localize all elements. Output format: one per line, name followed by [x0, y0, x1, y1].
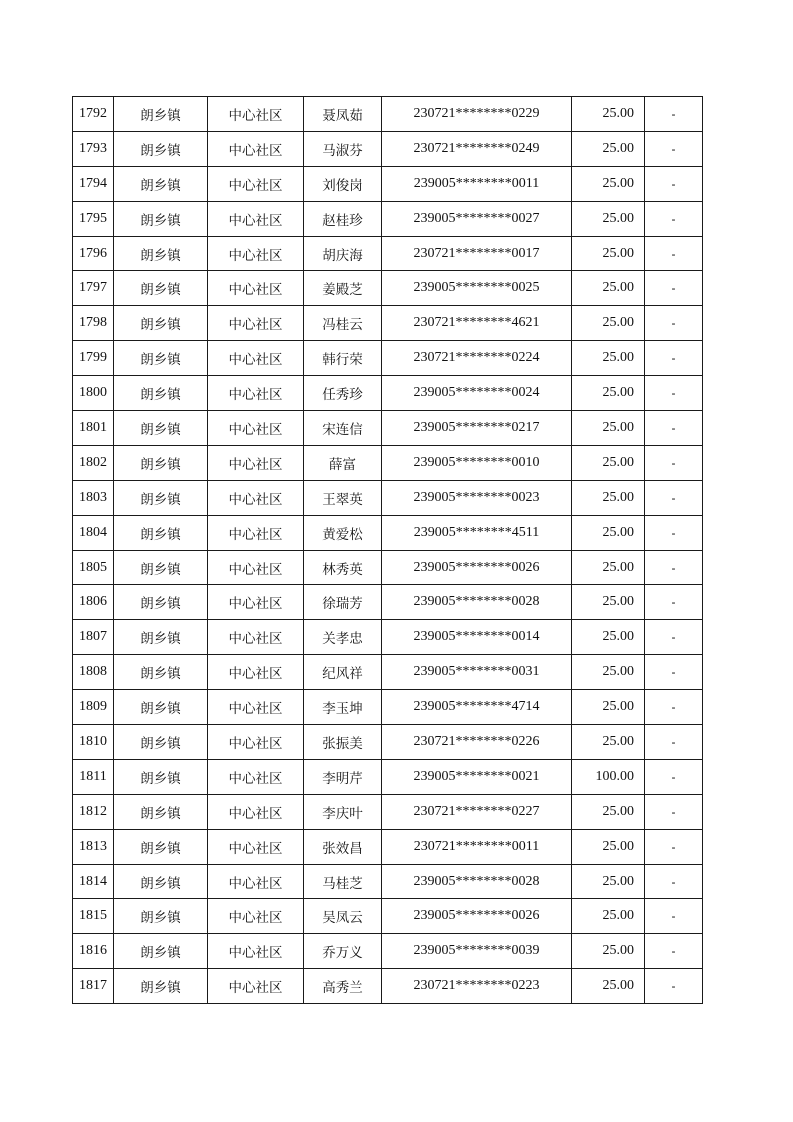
id-number-cell: 230721********0224 — [382, 341, 572, 376]
amount-cell: 25.00 — [572, 411, 645, 446]
amount-cell: 25.00 — [572, 480, 645, 515]
table-row — [73, 969, 703, 1004]
amount-cell: 25.00 — [572, 97, 645, 132]
id-number-cell: 230721********0227 — [382, 794, 572, 829]
row-number-cell: 1804 — [73, 515, 114, 550]
id-number-cell: 230721********0226 — [382, 725, 572, 760]
town-cell: 朗乡镇 — [114, 550, 208, 585]
community-cell: 中心社区 — [208, 97, 304, 132]
id-number-cell: 239005********0028 — [382, 864, 572, 899]
note-cell: - — [645, 655, 703, 690]
person-name-cell: 徐瑞芳 — [304, 585, 382, 620]
person-name-cell: 关孝忠 — [304, 620, 382, 655]
amount-cell: 25.00 — [572, 341, 645, 376]
town-cell: 朗乡镇 — [114, 690, 208, 725]
note-cell: - — [645, 445, 703, 480]
table-row — [73, 201, 703, 236]
amount-cell: 25.00 — [572, 515, 645, 550]
note-cell: - — [645, 480, 703, 515]
id-number-cell: 239005********0021 — [382, 759, 572, 794]
row-number-cell: 1812 — [73, 794, 114, 829]
note-cell: - — [645, 585, 703, 620]
town-cell: 朗乡镇 — [114, 341, 208, 376]
amount-cell: 25.00 — [572, 620, 645, 655]
town-cell: 朗乡镇 — [114, 97, 208, 132]
id-number-cell: 239005********0025 — [382, 271, 572, 306]
town-cell: 朗乡镇 — [114, 934, 208, 969]
community-cell: 中心社区 — [208, 725, 304, 760]
town-cell: 朗乡镇 — [114, 480, 208, 515]
amount-cell: 25.00 — [572, 794, 645, 829]
community-cell: 中心社区 — [208, 166, 304, 201]
note-cell: - — [645, 376, 703, 411]
community-cell: 中心社区 — [208, 306, 304, 341]
row-number-cell: 1800 — [73, 376, 114, 411]
id-number-cell: 239005********4714 — [382, 690, 572, 725]
table-row — [73, 341, 703, 376]
community-cell: 中心社区 — [208, 585, 304, 620]
row-number-cell: 1817 — [73, 969, 114, 1004]
table-row — [73, 864, 703, 899]
town-cell: 朗乡镇 — [114, 585, 208, 620]
row-number-cell: 1793 — [73, 131, 114, 166]
amount-cell: 25.00 — [572, 201, 645, 236]
community-cell: 中心社区 — [208, 864, 304, 899]
note-cell: - — [645, 725, 703, 760]
table-row — [73, 376, 703, 411]
amount-cell: 25.00 — [572, 306, 645, 341]
town-cell: 朗乡镇 — [114, 271, 208, 306]
amount-cell: 25.00 — [572, 969, 645, 1004]
amount-cell: 25.00 — [572, 166, 645, 201]
amount-cell: 25.00 — [572, 445, 645, 480]
table-row — [73, 690, 703, 725]
amount-cell: 25.00 — [572, 271, 645, 306]
note-cell: - — [645, 969, 703, 1004]
id-number-cell: 239005********0011 — [382, 166, 572, 201]
community-cell: 中心社区 — [208, 201, 304, 236]
town-cell: 朗乡镇 — [114, 655, 208, 690]
person-name-cell: 李明芹 — [304, 759, 382, 794]
person-name-cell: 张效昌 — [304, 829, 382, 864]
row-number-cell: 1806 — [73, 585, 114, 620]
community-cell: 中心社区 — [208, 236, 304, 271]
person-name-cell: 李庆叶 — [304, 794, 382, 829]
person-name-cell: 王翠英 — [304, 480, 382, 515]
note-cell: - — [645, 550, 703, 585]
table-row — [73, 655, 703, 690]
person-name-cell: 冯桂云 — [304, 306, 382, 341]
id-number-cell: 230721********4621 — [382, 306, 572, 341]
payment-list-table — [72, 96, 703, 1004]
table-row — [73, 445, 703, 480]
community-cell: 中心社区 — [208, 829, 304, 864]
row-number-cell: 1795 — [73, 201, 114, 236]
town-cell: 朗乡镇 — [114, 201, 208, 236]
town-cell: 朗乡镇 — [114, 899, 208, 934]
id-number-cell: 239005********0027 — [382, 201, 572, 236]
person-name-cell: 刘俊岗 — [304, 166, 382, 201]
note-cell: - — [645, 201, 703, 236]
person-name-cell: 韩行荣 — [304, 341, 382, 376]
person-name-cell: 马淑芬 — [304, 131, 382, 166]
town-cell: 朗乡镇 — [114, 864, 208, 899]
town-cell: 朗乡镇 — [114, 166, 208, 201]
amount-cell: 25.00 — [572, 725, 645, 760]
row-number-cell: 1808 — [73, 655, 114, 690]
row-number-cell: 1810 — [73, 725, 114, 760]
person-name-cell: 张振美 — [304, 725, 382, 760]
id-number-cell: 239005********0026 — [382, 899, 572, 934]
community-cell: 中心社区 — [208, 550, 304, 585]
community-cell: 中心社区 — [208, 969, 304, 1004]
table-row — [73, 236, 703, 271]
id-number-cell: 230721********0017 — [382, 236, 572, 271]
row-number-cell: 1796 — [73, 236, 114, 271]
person-name-cell: 赵桂珍 — [304, 201, 382, 236]
id-number-cell: 230721********0011 — [382, 829, 572, 864]
note-cell: - — [645, 131, 703, 166]
row-number-cell: 1809 — [73, 690, 114, 725]
table-row — [73, 515, 703, 550]
table-row — [73, 620, 703, 655]
id-number-cell: 239005********0024 — [382, 376, 572, 411]
community-cell: 中心社区 — [208, 131, 304, 166]
table-row — [73, 271, 703, 306]
table-row — [73, 899, 703, 934]
amount-cell: 25.00 — [572, 829, 645, 864]
row-number-cell: 1814 — [73, 864, 114, 899]
id-number-cell: 230721********0223 — [382, 969, 572, 1004]
town-cell: 朗乡镇 — [114, 759, 208, 794]
person-name-cell: 纪风祥 — [304, 655, 382, 690]
id-number-cell: 230721********0229 — [382, 97, 572, 132]
town-cell: 朗乡镇 — [114, 794, 208, 829]
town-cell: 朗乡镇 — [114, 620, 208, 655]
note-cell: - — [645, 794, 703, 829]
amount-cell: 25.00 — [572, 899, 645, 934]
amount-cell: 25.00 — [572, 236, 645, 271]
note-cell: - — [645, 166, 703, 201]
amount-cell: 25.00 — [572, 550, 645, 585]
person-name-cell: 胡庆海 — [304, 236, 382, 271]
person-name-cell: 任秀珍 — [304, 376, 382, 411]
table-row — [73, 411, 703, 446]
row-number-cell: 1798 — [73, 306, 114, 341]
table-row — [73, 934, 703, 969]
table-body — [73, 97, 703, 1004]
note-cell: - — [645, 759, 703, 794]
table-row — [73, 585, 703, 620]
person-name-cell: 黄爱松 — [304, 515, 382, 550]
id-number-cell: 239005********0217 — [382, 411, 572, 446]
row-number-cell: 1807 — [73, 620, 114, 655]
row-number-cell: 1803 — [73, 480, 114, 515]
community-cell: 中心社区 — [208, 271, 304, 306]
community-cell: 中心社区 — [208, 934, 304, 969]
id-number-cell: 239005********4511 — [382, 515, 572, 550]
person-name-cell: 高秀兰 — [304, 969, 382, 1004]
row-number-cell: 1811 — [73, 759, 114, 794]
town-cell: 朗乡镇 — [114, 445, 208, 480]
table-row — [73, 131, 703, 166]
person-name-cell: 马桂芝 — [304, 864, 382, 899]
town-cell: 朗乡镇 — [114, 306, 208, 341]
person-name-cell: 薛富 — [304, 445, 382, 480]
row-number-cell: 1799 — [73, 341, 114, 376]
community-cell: 中心社区 — [208, 376, 304, 411]
id-number-cell: 239005********0026 — [382, 550, 572, 585]
town-cell: 朗乡镇 — [114, 515, 208, 550]
town-cell: 朗乡镇 — [114, 411, 208, 446]
note-cell: - — [645, 306, 703, 341]
id-number-cell: 239005********0031 — [382, 655, 572, 690]
person-name-cell: 姜殿芝 — [304, 271, 382, 306]
community-cell: 中心社区 — [208, 341, 304, 376]
row-number-cell: 1805 — [73, 550, 114, 585]
person-name-cell: 聂凤茹 — [304, 97, 382, 132]
community-cell: 中心社区 — [208, 445, 304, 480]
row-number-cell: 1792 — [73, 97, 114, 132]
community-cell: 中心社区 — [208, 759, 304, 794]
row-number-cell: 1816 — [73, 934, 114, 969]
community-cell: 中心社区 — [208, 899, 304, 934]
town-cell: 朗乡镇 — [114, 969, 208, 1004]
row-number-cell: 1815 — [73, 899, 114, 934]
community-cell: 中心社区 — [208, 620, 304, 655]
table-row — [73, 829, 703, 864]
community-cell: 中心社区 — [208, 794, 304, 829]
note-cell: - — [645, 620, 703, 655]
community-cell: 中心社区 — [208, 655, 304, 690]
note-cell: - — [645, 236, 703, 271]
town-cell: 朗乡镇 — [114, 376, 208, 411]
community-cell: 中心社区 — [208, 480, 304, 515]
note-cell: - — [645, 934, 703, 969]
table-row — [73, 550, 703, 585]
amount-cell: 25.00 — [572, 690, 645, 725]
amount-cell: 25.00 — [572, 934, 645, 969]
row-number-cell: 1794 — [73, 166, 114, 201]
person-name-cell: 宋连信 — [304, 411, 382, 446]
town-cell: 朗乡镇 — [114, 829, 208, 864]
note-cell: - — [645, 411, 703, 446]
community-cell: 中心社区 — [208, 515, 304, 550]
amount-cell: 25.00 — [572, 585, 645, 620]
note-cell: - — [645, 271, 703, 306]
row-number-cell: 1802 — [73, 445, 114, 480]
note-cell: - — [645, 97, 703, 132]
id-number-cell: 239005********0039 — [382, 934, 572, 969]
table-row — [73, 759, 703, 794]
row-number-cell: 1801 — [73, 411, 114, 446]
table-row — [73, 725, 703, 760]
amount-cell: 100.00 — [572, 759, 645, 794]
table-row — [73, 166, 703, 201]
town-cell: 朗乡镇 — [114, 131, 208, 166]
community-cell: 中心社区 — [208, 690, 304, 725]
row-number-cell: 1813 — [73, 829, 114, 864]
amount-cell: 25.00 — [572, 655, 645, 690]
person-name-cell: 李玉坤 — [304, 690, 382, 725]
id-number-cell: 239005********0014 — [382, 620, 572, 655]
note-cell: - — [645, 864, 703, 899]
id-number-cell: 239005********0028 — [382, 585, 572, 620]
note-cell: - — [645, 690, 703, 725]
person-name-cell: 乔万义 — [304, 934, 382, 969]
amount-cell: 25.00 — [572, 376, 645, 411]
row-number-cell: 1797 — [73, 271, 114, 306]
id-number-cell: 239005********0010 — [382, 445, 572, 480]
amount-cell: 25.00 — [572, 864, 645, 899]
id-number-cell: 230721********0249 — [382, 131, 572, 166]
community-cell: 中心社区 — [208, 411, 304, 446]
note-cell: - — [645, 515, 703, 550]
town-cell: 朗乡镇 — [114, 236, 208, 271]
id-number-cell: 239005********0023 — [382, 480, 572, 515]
table-row — [73, 306, 703, 341]
table-row — [73, 97, 703, 132]
table-row — [73, 480, 703, 515]
person-name-cell: 林秀英 — [304, 550, 382, 585]
note-cell: - — [645, 341, 703, 376]
note-cell: - — [645, 899, 703, 934]
note-cell: - — [645, 829, 703, 864]
table-row — [73, 794, 703, 829]
town-cell: 朗乡镇 — [114, 725, 208, 760]
amount-cell: 25.00 — [572, 131, 645, 166]
person-name-cell: 吴凤云 — [304, 899, 382, 934]
